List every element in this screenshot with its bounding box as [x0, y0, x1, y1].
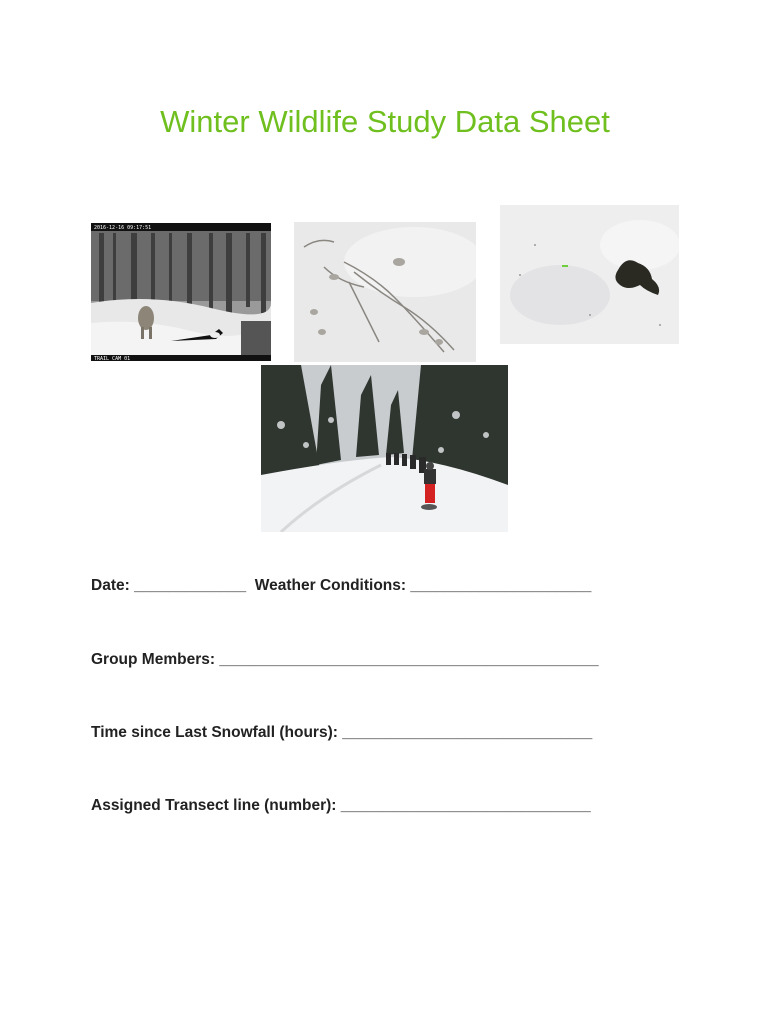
transect-label: Assigned Transect line (number):: [91, 797, 337, 814]
group-members-blank[interactable]: ____________________________________________: [219, 651, 599, 668]
date-label: Date:: [91, 577, 130, 594]
group-members-line: [91, 651, 599, 669]
weather-blank[interactable]: _____________________: [410, 577, 592, 594]
weather-label: Weather Conditions:: [254, 577, 407, 594]
snowshoe-group-photo: [261, 365, 508, 532]
snow-tracks-photo: [294, 222, 476, 362]
snowfall-blank[interactable]: _____________________________: [342, 724, 593, 741]
date-blank[interactable]: _____________: [134, 577, 247, 594]
date-weather-line: [91, 577, 591, 595]
scat-in-snow-photo: [500, 205, 679, 344]
page-title: Winter Wildlife Study Data Sheet: [160, 104, 610, 139]
transect-blank[interactable]: _____________________________: [340, 797, 591, 814]
transect-line: [91, 797, 591, 815]
trail-camera-photo: [91, 223, 271, 361]
svg-text:TRAIL CAM 01: TRAIL CAM 01: [94, 356, 131, 361]
snowfall-label: Time since Last Snowfall (hours):: [91, 724, 338, 741]
svg-text:2016-12-16 09:17:51: 2016-12-16 09:17:51: [94, 225, 152, 231]
group-members-label: Group Members:: [91, 651, 216, 668]
snowfall-line: [91, 724, 592, 742]
